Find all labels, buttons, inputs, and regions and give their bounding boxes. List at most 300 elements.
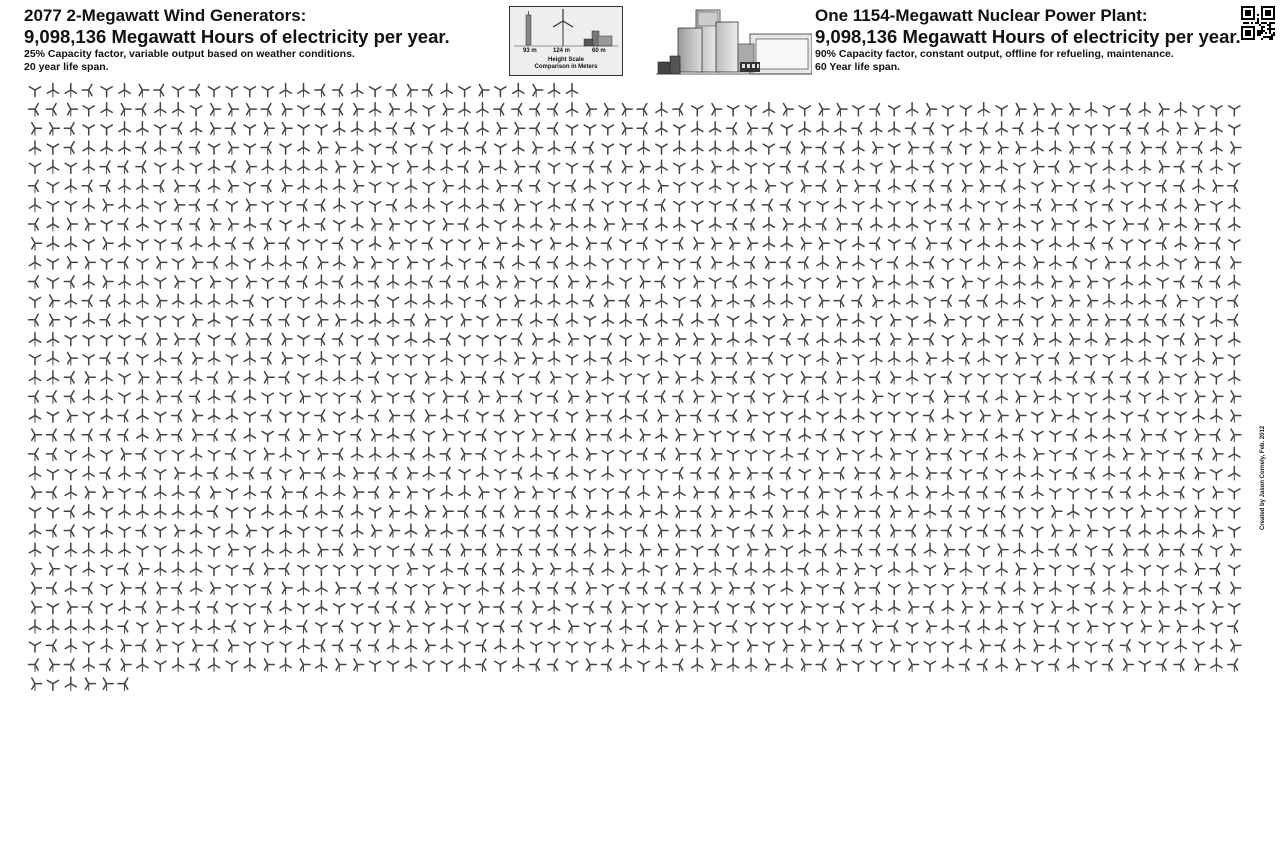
- wind-turbine-icon: [244, 658, 255, 672]
- wind-turbine-icon: [244, 486, 255, 500]
- wind-turbine-icon: [996, 122, 1007, 136]
- wind-turbine-icon: [727, 256, 738, 270]
- wind-turbine-icon: [602, 585, 613, 595]
- wind-turbine-icon: [226, 409, 237, 423]
- wind-turbine-icon: [655, 276, 665, 289]
- wind-turbine-icon: [533, 84, 543, 97]
- wind-turbine-icon: [978, 508, 989, 518]
- wind-turbine-icon: [1139, 294, 1150, 308]
- credit-text: Created by Jason Cornely, Feb. 2012: [1260, 425, 1266, 530]
- wind-turbine-icon: [423, 447, 434, 461]
- wind-turbine-icon: [461, 544, 471, 557]
- wind-turbine-icon: [834, 467, 844, 480]
- wind-turbine-icon: [193, 429, 203, 442]
- wind-turbine-icon: [369, 508, 380, 518]
- wind-turbine-icon: [638, 355, 649, 365]
- wind-turbine-icon: [65, 202, 76, 212]
- wind-turbine-icon: [780, 257, 790, 270]
- wind-turbine-icon: [208, 199, 218, 212]
- wind-turbine-icon: [264, 238, 274, 251]
- wind-turbine-icon: [584, 256, 595, 270]
- wind-turbine-icon: [763, 218, 774, 232]
- wind-turbine-icon: [372, 218, 382, 231]
- wind-turbine-icon: [461, 372, 471, 385]
- wind-turbine-icon: [1142, 142, 1152, 155]
- wind-turbine-icon: [32, 563, 42, 576]
- wind-turbine-icon: [1156, 429, 1166, 442]
- wind-turbine-icon: [137, 294, 148, 308]
- wind-turbine-icon: [497, 238, 507, 251]
- wind-turbine-icon: [1211, 546, 1222, 556]
- wind-turbine-icon: [1085, 332, 1096, 346]
- wind-turbine-icon: [941, 180, 951, 193]
- wind-turbine-icon: [959, 544, 969, 557]
- wind-turbine-icon: [909, 333, 919, 346]
- wind-turbine-icon: [745, 487, 755, 500]
- wind-turbine-icon: [620, 409, 631, 423]
- wind-turbine-icon: [566, 604, 577, 614]
- wind-turbine-icon: [996, 106, 1007, 116]
- wind-turbine-icon: [530, 525, 540, 538]
- wind-turbine-icon: [727, 317, 738, 327]
- wind-turbine-icon: [404, 601, 414, 614]
- wind-turbine-icon: [1014, 237, 1025, 251]
- wind-turbine-icon: [50, 659, 60, 672]
- wind-turbine-icon: [942, 278, 953, 288]
- wind-turbine-icon: [691, 295, 701, 308]
- wind-turbine-icon: [1210, 238, 1220, 251]
- wind-turbine-icon: [512, 314, 522, 327]
- wind-turbine-icon: [602, 505, 613, 519]
- wind-turbine-icon: [1138, 372, 1148, 385]
- wind-turbine-icon: [297, 199, 307, 212]
- wind-turbine-icon: [942, 585, 953, 595]
- wind-turbine-icon: [1195, 123, 1205, 136]
- wind-turbine-icon: [873, 391, 883, 404]
- wind-turbine-icon: [119, 122, 130, 136]
- wind-turbine-icon: [906, 562, 917, 576]
- wind-turbine-icon: [1067, 467, 1077, 480]
- wind-turbine-icon: [941, 506, 951, 519]
- wind-turbine-icon: [387, 84, 397, 97]
- wind-turbine-icon: [640, 295, 650, 308]
- wind-turbine-icon: [119, 294, 130, 308]
- wind-turbine-icon: [515, 410, 525, 423]
- wind-turbine-icon: [208, 257, 218, 270]
- wind-turbine-icon: [68, 257, 78, 270]
- wind-turbine-icon: [1070, 314, 1080, 327]
- wind-turbine-icon: [977, 448, 987, 461]
- wind-turbine-icon: [727, 372, 737, 385]
- wind-turbine-icon: [906, 123, 916, 136]
- wind-turbine-icon: [513, 658, 524, 672]
- wind-turbine-icon: [1195, 659, 1205, 672]
- wind-turbine-icon: [870, 506, 880, 519]
- wind-turbine-icon: [1156, 295, 1166, 308]
- wind-turbine-icon: [853, 390, 864, 404]
- wind-turbine-icon: [763, 336, 774, 346]
- wind-turbine-icon: [638, 259, 649, 269]
- wind-turbine-icon: [513, 374, 524, 384]
- wind-turbine-icon: [1193, 179, 1204, 193]
- wind-turbine-icon: [620, 374, 631, 384]
- wind-turbine-icon: [1174, 467, 1184, 480]
- wind-turbine-icon: [316, 125, 327, 135]
- wind-turbine-icon: [1085, 467, 1095, 480]
- wind-turbine-icon: [762, 506, 772, 519]
- wind-turbine-icon: [1013, 314, 1023, 327]
- wind-turbine-icon: [531, 294, 542, 308]
- wind-turbine-icon: [50, 314, 60, 327]
- wind-turbine-icon: [835, 543, 846, 557]
- wind-turbine-icon: [584, 317, 595, 327]
- wind-turbine-icon: [1193, 642, 1204, 652]
- wind-turbine-icon: [531, 218, 542, 232]
- wind-turbine-icon: [459, 87, 470, 97]
- wind-turbine-icon: [476, 525, 486, 538]
- wind-turbine-icon: [29, 104, 39, 117]
- wind-turbine-icon: [495, 451, 506, 461]
- wind-turbine-icon: [996, 620, 1007, 634]
- wind-turbine-icon: [1016, 352, 1026, 365]
- wind-turbine-icon: [801, 659, 811, 672]
- wind-turbine-icon: [354, 487, 364, 500]
- wind-turbine-icon: [584, 470, 595, 480]
- wind-turbine-icon: [1211, 297, 1222, 307]
- wind-turbine-icon: [1138, 218, 1148, 231]
- wind-turbine-icon: [208, 467, 218, 480]
- wind-turbine-icon: [513, 256, 524, 270]
- wind-turbine-icon: [1193, 317, 1204, 327]
- wind-turbine-icon: [1103, 447, 1114, 461]
- wind-turbine-icon: [763, 103, 774, 117]
- wind-turbine-icon: [960, 198, 971, 212]
- wind-turbine-icon: [497, 276, 507, 289]
- wind-turbine-icon: [942, 620, 953, 634]
- wind-turbine-icon: [316, 527, 327, 537]
- wind-turbine-icon: [208, 352, 219, 366]
- wind-turbine-icon: [1195, 563, 1205, 576]
- wind-turbine-icon: [551, 563, 561, 576]
- wind-turbine-icon: [387, 142, 397, 155]
- wind-turbine-icon: [190, 371, 201, 385]
- wind-turbine-icon: [137, 546, 148, 556]
- wind-turbine-icon: [443, 391, 453, 404]
- wind-turbine-icon: [334, 431, 345, 441]
- wind-turbine-icon: [531, 313, 542, 327]
- wind-turbine-icon: [139, 84, 149, 97]
- wind-turbine-icon: [960, 374, 971, 384]
- wind-turbine-icon: [440, 333, 450, 346]
- wind-turbine-icon: [155, 661, 166, 671]
- wind-turbine-icon: [118, 218, 128, 231]
- wind-turbine-icon: [1192, 142, 1202, 155]
- wind-turbine-icon: [566, 84, 577, 98]
- wind-turbine-icon: [960, 412, 971, 422]
- wind-turbine-icon: [118, 161, 128, 174]
- wind-turbine-icon: [103, 678, 113, 691]
- wind-turbine-icon: [1156, 659, 1166, 672]
- wind-turbine-icon: [837, 506, 847, 519]
- wind-turbine-icon: [155, 221, 166, 231]
- wind-turbine-icon: [387, 297, 398, 307]
- wind-turbine-icon: [889, 240, 900, 250]
- wind-turbine-icon: [136, 448, 146, 461]
- wind-turbine-icon: [173, 562, 184, 576]
- wind-turbine-icon: [656, 313, 667, 327]
- wind-turbine-icon: [531, 447, 542, 461]
- wind-turbine-icon: [297, 257, 307, 270]
- wind-turbine-icon: [853, 141, 864, 155]
- wind-turbine-icon: [372, 391, 382, 404]
- wind-turbine-icon: [404, 123, 414, 136]
- wind-turbine-icon: [190, 562, 201, 576]
- nuclear-capacity: 90% Capacity factor, constant output, offline for refueling, maintenance.: [815, 48, 1174, 60]
- wind-turbine-icon: [748, 410, 758, 423]
- wind-turbine-icon: [101, 409, 112, 423]
- wind-turbine-icon: [637, 238, 647, 251]
- wind-turbine-icon: [784, 640, 794, 653]
- wind-turbine-icon: [1157, 278, 1168, 288]
- wind-turbine-icon: [1050, 489, 1061, 499]
- wind-turbine-icon: [423, 489, 434, 499]
- wind-turbine-icon: [208, 409, 219, 423]
- wind-turbine-icon: [656, 604, 667, 614]
- wind-turbine-icon: [709, 601, 719, 614]
- wind-turbine-icon: [387, 393, 398, 403]
- wind-turbine-icon: [229, 218, 239, 231]
- wind-turbine-icon: [906, 317, 917, 327]
- wind-turbine-icon: [998, 218, 1008, 231]
- wind-turbine-icon: [566, 294, 577, 308]
- wind-turbine-icon: [692, 546, 703, 556]
- wind-turbine-icon: [1139, 240, 1150, 250]
- wind-turbine-icon: [423, 393, 434, 403]
- wind-turbine-icon: [533, 333, 543, 346]
- wind-turbine-icon: [960, 163, 971, 173]
- wind-turbine-icon: [977, 525, 987, 538]
- wind-turbine-icon: [1177, 621, 1187, 634]
- wind-turbine-icon: [1175, 355, 1186, 365]
- wind-turbine-icon: [29, 371, 40, 385]
- wind-turbine-icon: [1085, 218, 1096, 232]
- wind-turbine-icon: [1085, 142, 1095, 155]
- wind-turbine-icon: [1174, 180, 1184, 193]
- wind-turbine-icon: [891, 161, 901, 174]
- wind-turbine-icon: [602, 451, 613, 461]
- wind-turbine-icon: [978, 202, 989, 212]
- wind-turbine-icon: [243, 238, 253, 251]
- wind-turbine-icon: [65, 163, 76, 173]
- wind-turbine-icon: [1070, 276, 1080, 289]
- wind-turbine-icon: [602, 524, 613, 538]
- wind-turbine-icon: [906, 238, 916, 251]
- wind-turbine-icon: [208, 237, 219, 251]
- wind-turbine-icon: [1068, 566, 1079, 576]
- wind-turbine-icon: [100, 180, 110, 193]
- wind-turbine-icon: [817, 412, 828, 422]
- wind-turbine-icon: [1175, 412, 1186, 422]
- wind-turbine-icon: [1067, 429, 1077, 442]
- wind-turbine-icon: [1139, 524, 1150, 538]
- wind-turbine-icon: [1070, 333, 1080, 346]
- wind-turbine-icon: [655, 199, 665, 212]
- wind-turbine-icon: [763, 163, 774, 173]
- wind-turbine-icon: [1229, 604, 1240, 614]
- wind-turbine-icon: [476, 640, 486, 653]
- wind-turbine-icon: [798, 448, 808, 461]
- wind-turbine-icon: [476, 295, 486, 308]
- wind-turbine-icon: [566, 487, 576, 500]
- wind-turbine-icon: [369, 601, 379, 614]
- wind-turbine-icon: [906, 623, 917, 633]
- wind-turbine-icon: [745, 332, 756, 346]
- wind-turbine-icon: [1175, 103, 1186, 117]
- wind-turbine-icon: [479, 487, 489, 500]
- wind-turbine-icon: [998, 314, 1008, 327]
- wind-turbine-icon: [727, 563, 737, 576]
- wind-turbine-icon: [352, 336, 363, 346]
- wind-turbine-icon: [1032, 122, 1043, 136]
- wind-turbine-icon: [190, 278, 201, 288]
- wind-turbine-icon: [799, 409, 810, 423]
- wind-turbine-icon: [190, 84, 200, 97]
- wind-turbine-icon: [208, 566, 219, 576]
- wind-turbine-icon: [959, 621, 969, 634]
- wind-turbine-icon: [980, 180, 990, 193]
- wind-turbine-icon: [727, 141, 738, 155]
- wind-turbine-icon: [316, 240, 327, 250]
- wind-turbine-icon: [620, 620, 631, 634]
- wind-turbine-icon: [584, 543, 595, 557]
- wind-turbine-icon: [193, 640, 203, 653]
- wind-turbine-icon: [1124, 544, 1134, 557]
- wind-turbine-icon: [441, 409, 452, 423]
- wind-turbine-icon: [1050, 451, 1061, 461]
- wind-turbine-icon: [369, 467, 379, 480]
- wind-turbine-icon: [835, 332, 846, 346]
- wind-output: 9,098,136 Megawatt Hours of electricity per year.: [24, 26, 450, 47]
- wind-turbine-icon: [909, 142, 919, 155]
- wind-turbine-icon: [762, 199, 772, 212]
- wind-turbine-icon: [1228, 295, 1238, 308]
- wind-turbine-icon: [351, 640, 361, 653]
- wind-turbine-icon: [1070, 295, 1080, 308]
- wind-turbine-icon: [47, 508, 58, 518]
- wind-turbine-icon: [853, 431, 864, 441]
- wind-turbine-icon: [763, 294, 774, 308]
- wind-turbine-icon: [727, 276, 737, 289]
- wind-turbine-icon: [279, 276, 289, 289]
- wind-turbine-icon: [816, 142, 826, 155]
- wind-turbine-icon: [1103, 544, 1113, 557]
- wind-turbine-icon: [924, 505, 935, 519]
- wind-turbine-icon: [390, 410, 400, 423]
- wind-turbine-icon: [1085, 202, 1096, 212]
- wind-turbine-icon: [710, 122, 721, 136]
- wind-turbine-icon: [1192, 448, 1202, 461]
- wind-turbine-icon: [405, 198, 416, 212]
- wind-turbine-icon: [784, 104, 794, 117]
- wind-turbine-icon: [942, 336, 953, 346]
- wind-turbine-icon: [996, 562, 1007, 576]
- wind-turbine-icon: [298, 604, 309, 614]
- wind-turbine-icon: [605, 218, 615, 231]
- wind-turbine-icon: [1175, 585, 1186, 595]
- wind-turbine-icon: [709, 467, 719, 480]
- wind-turbine-icon: [781, 489, 792, 499]
- wind-turbine-icon: [298, 412, 309, 422]
- wind-turbine-icon: [1157, 122, 1168, 136]
- wind-turbine-icon: [853, 623, 864, 633]
- wind-turbine-icon: [531, 278, 542, 288]
- wind-turbine-icon: [835, 489, 846, 499]
- wind-turbine-icon: [584, 527, 595, 537]
- wind-turbine-icon: [513, 581, 524, 595]
- wind-turbine-icon: [763, 317, 774, 327]
- wind-turbine-icon: [298, 566, 309, 576]
- wind-turbine-icon: [745, 623, 756, 633]
- wind-turbine-icon: [494, 104, 504, 117]
- wind-turbine-icon: [620, 428, 631, 442]
- wind-turbine-icon: [494, 563, 504, 576]
- wind-turbine-icon: [1070, 161, 1080, 174]
- wind-turbine-icon: [834, 429, 844, 442]
- wind-turbine-icon: [1032, 431, 1043, 441]
- wind-turbine-icon: [47, 183, 58, 193]
- wind-turbine-icon: [745, 372, 755, 385]
- wind-turbine-icon: [225, 238, 235, 251]
- wind-turbine-icon: [1174, 487, 1184, 500]
- wind-turbine-icon: [225, 429, 235, 442]
- wind-turbine-icon: [548, 601, 559, 615]
- wind-turbine-icon: [533, 352, 543, 365]
- wind-turbine-icon: [602, 393, 613, 403]
- wind-turbine-icon: [817, 278, 828, 288]
- wind-turbine-icon: [927, 429, 937, 442]
- wind-turbine-icon: [530, 544, 540, 557]
- wind-turbine-icon: [298, 317, 309, 327]
- wind-turbine-icon: [1014, 447, 1025, 461]
- wind-turbine-icon: [799, 122, 810, 136]
- wind-turbine-icon: [906, 218, 917, 232]
- wind-turbine-icon: [1138, 123, 1148, 136]
- wind-turbine-icon: [244, 451, 255, 461]
- wind-turbine-icon: [548, 276, 558, 289]
- wind-turbine-icon: [638, 470, 649, 480]
- wind-turbine-icon: [495, 221, 506, 231]
- wind-turbine-icon: [1213, 180, 1223, 193]
- wind-turbine-icon: [924, 585, 935, 595]
- wind-turbine-icon: [423, 198, 434, 212]
- wind-turbine-icon: [712, 372, 722, 385]
- wind-turbine-icon: [727, 183, 738, 193]
- wind-turbine-icon: [1050, 390, 1061, 404]
- wind-turbine-icon: [1138, 314, 1148, 327]
- wind-turbine-icon: [762, 352, 772, 365]
- wind-turbine-icon: [441, 562, 452, 576]
- wind-turbine-icon: [29, 508, 40, 518]
- wind-turbine-icon: [998, 544, 1008, 557]
- wind-turbine-icon: [889, 122, 900, 136]
- wind-turbine-icon: [656, 103, 667, 117]
- wind-turbine-icon: [817, 562, 828, 576]
- wind-turbine-icon: [837, 314, 847, 327]
- wind-turbine-icon: [620, 451, 631, 461]
- wind-turbine-icon: [622, 161, 632, 174]
- wind-turbine-icon: [674, 183, 685, 193]
- wind-turbine-icon: [888, 621, 898, 634]
